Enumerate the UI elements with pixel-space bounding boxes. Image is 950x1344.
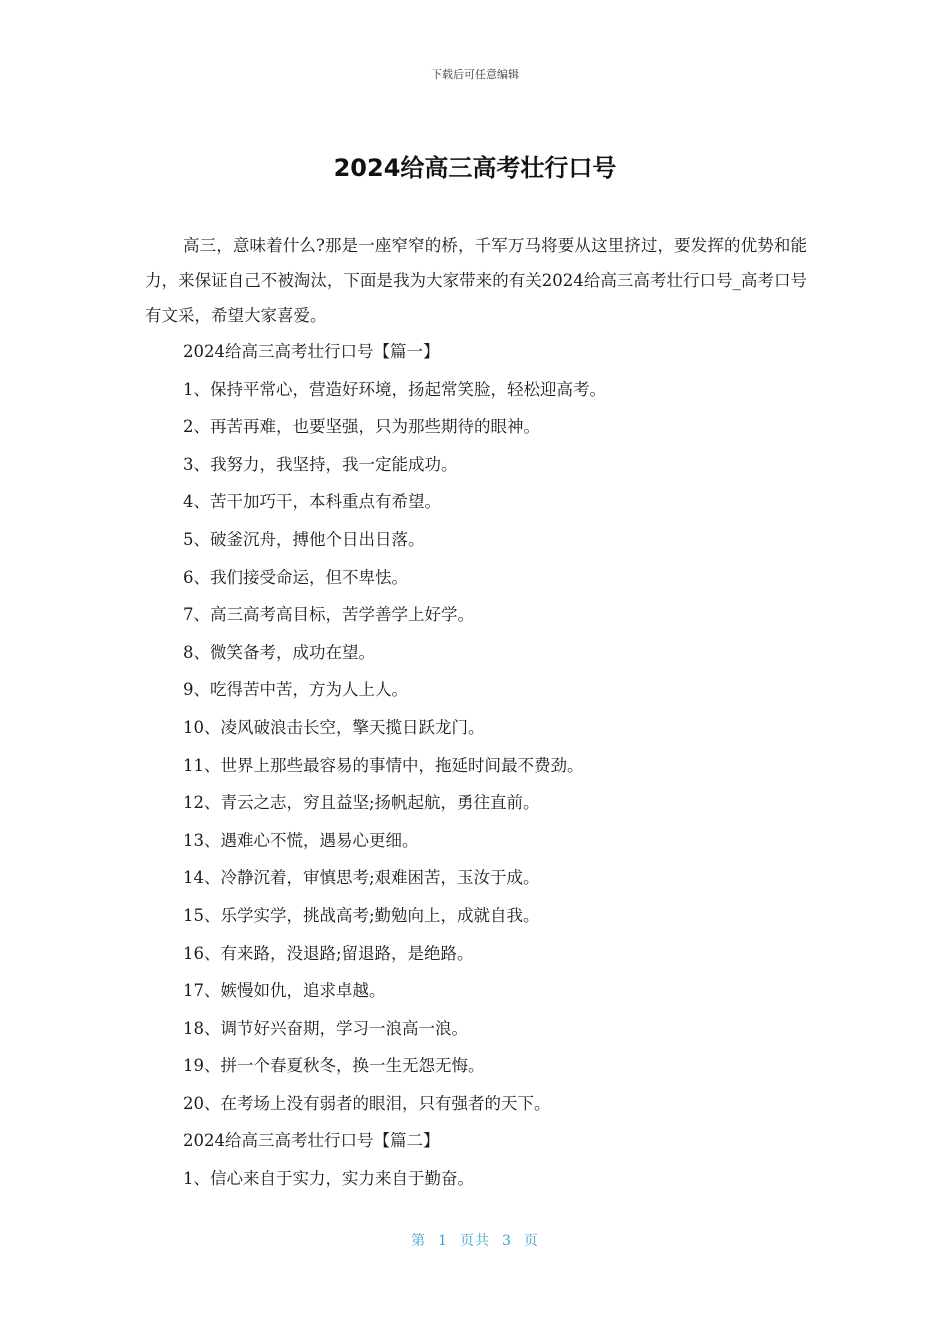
slogan-item: 9、吃得苦中苦，方为人上人。 xyxy=(183,680,408,700)
footer-current-page: 1 xyxy=(438,1233,448,1249)
slogan-item: 12、青云之志，穷且益坚;扬帆起航，勇往直前。 xyxy=(183,793,540,813)
slogan-item: 18、调节好兴奋期，学习一浪高一浪。 xyxy=(183,1018,468,1038)
slogan-item: 4、苦干加巧干，本科重点有希望。 xyxy=(183,492,441,512)
slogan-item: 17、嫉慢如仇，追求卓越。 xyxy=(183,981,386,1001)
slogan-item: 1、信心来自于实力，实力来自于勤奋。 xyxy=(183,1169,474,1189)
section-heading: 2024给高三高考壮行口号【篇一】 xyxy=(183,342,440,361)
slogan-item: 13、遇难心不慌，遇易心更细。 xyxy=(183,830,419,850)
footer-total-pages: 3 xyxy=(502,1233,512,1249)
slogan-item: 7、高三高考高目标，苦学善学上好学。 xyxy=(183,605,474,625)
page-header-note: 下载后可任意编辑 xyxy=(431,68,519,81)
section-heading: 2024给高三高考壮行口号【篇二】 xyxy=(183,1131,440,1151)
slogan-item: 11、世界上那些最容易的事情中，拖延时间最不费劲。 xyxy=(183,755,584,775)
slogan-item: 6、我们接受命运，但不卑怯。 xyxy=(183,567,408,587)
footer-total-label: 页共 xyxy=(460,1233,490,1249)
slogan-item: 15、乐学实学，挑战高考;勤勉向上，成就自我。 xyxy=(183,905,540,925)
slogan-item: 14、冷静沉着，审慎思考;艰难困苦，玉汝于成。 xyxy=(183,868,540,888)
document-title: 2024给高三高考壮行口号 xyxy=(333,154,617,182)
slogan-item: 5、破釜沉舟，搏他个日出日落。 xyxy=(183,529,425,549)
slogan-item: 10、凌风破浪击长空，擎天揽日跃龙门。 xyxy=(183,717,485,737)
slogan-item: 2、再苦再难，也要坚强，只为那些期待的眼神。 xyxy=(183,417,540,437)
footer-page-label: 第 xyxy=(411,1233,427,1249)
slogan-item: 8、微笑备考，成功在望。 xyxy=(183,642,375,662)
slogan-item: 3、我努力，我坚持，我一定能成功。 xyxy=(183,454,458,474)
document-body xyxy=(145,228,807,1198)
footer-end-label: 页 xyxy=(523,1233,539,1249)
page-footer xyxy=(0,1230,950,1250)
slogan-item: 20、在考场上没有弱者的眼泪，只有强者的天下。 xyxy=(183,1093,551,1113)
slogan-item: 1、保持平常心，营造好环境，扬起常笑脸，轻松迎高考。 xyxy=(183,379,606,399)
intro-paragraph: 高三，意味着什么?那是一座窄窄的桥，千军万马将要从这里挤过，要发挥的优势和能力，来保证自己不被淘汰，下面是我为大家带来的有关2024给高三高考壮行口号_高考口号有文采，希望大家喜爱。 xyxy=(145,236,807,325)
slogan-item: 16、有来路，没退路;留退路，是绝路。 xyxy=(183,943,474,963)
slogan-item: 19、拼一个春夏秋冬，换一生无怨无悔。 xyxy=(183,1056,485,1076)
